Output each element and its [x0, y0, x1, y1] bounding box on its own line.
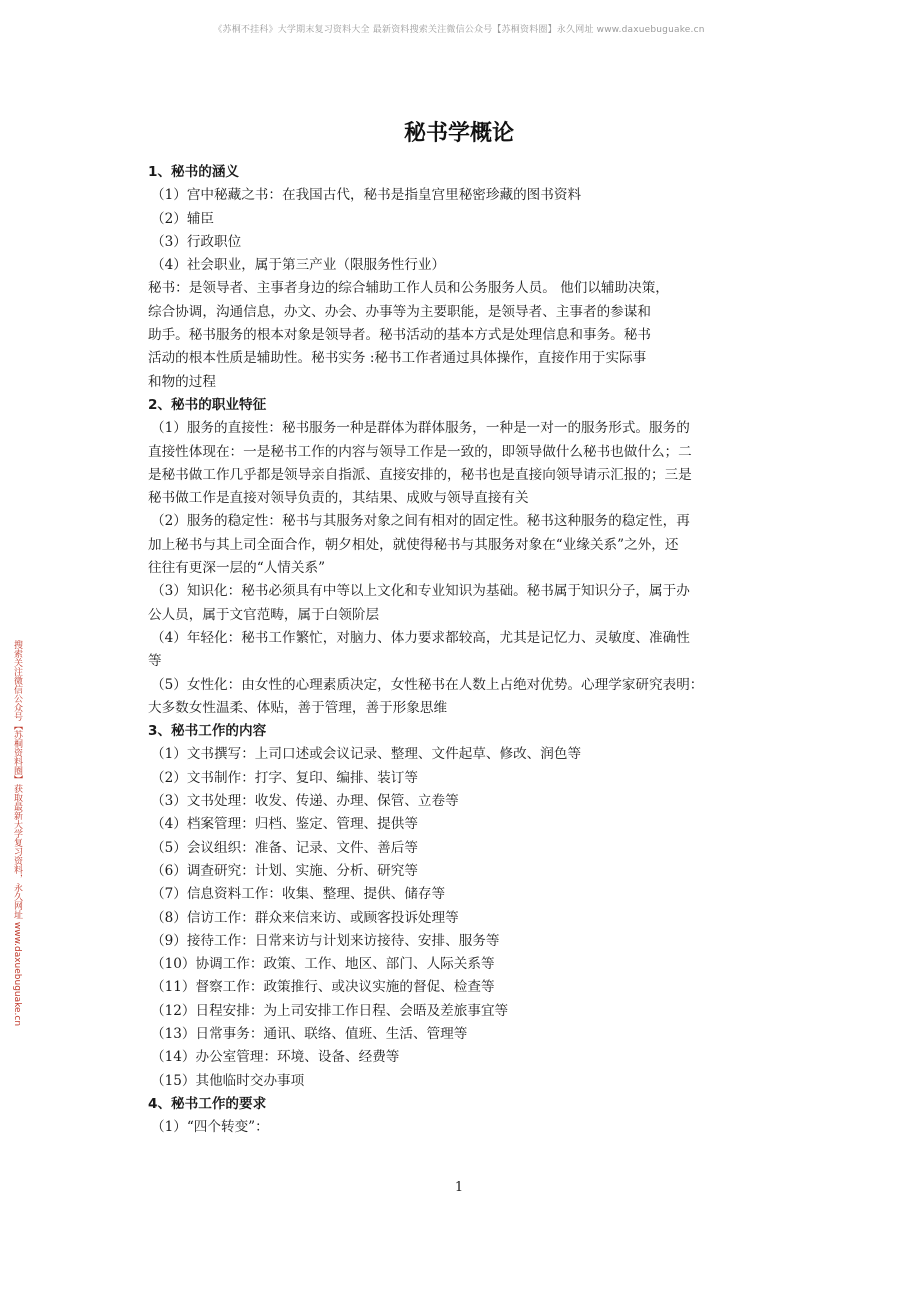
list-item: （4）社会职业，属于第三产业（限服务性行业）: [151, 257, 446, 274]
paragraph-line: 直接性体现在：一是秘书工作的内容与领导工作是一致的，即领导做什么秘书也做什么；二: [148, 443, 692, 460]
paragraph-line: 往往有更深一层的“人情关系”: [148, 560, 326, 577]
list-item: （14）办公室管理：环境、设备、经费等: [151, 1049, 400, 1066]
header-watermark: 《苏桐不挂科》大学期末复习资料大全 最新资料搜索关注微信公众号【苏桐资料圈】永久网址 www.daxuebuguake.cn: [213, 25, 705, 35]
list-item: （4）档案管理：归档、鉴定、管理、提供等: [151, 816, 418, 833]
list-item: （4）年轻化：秘书工作繁忙，对脑力、体力要求都较高，尤其是记忆力、灵敏度、准确性: [151, 629, 690, 646]
paragraph-line: 是秘书做工作几乎都是领导亲自指派、直接安排的，秘书也是直接向领导请示汇报的；三是: [148, 466, 692, 483]
list-item: （5）会议组织：准备、记录、文件、善后等: [151, 839, 418, 856]
section-heading: 1、秘书的涵义: [148, 164, 240, 180]
list-item: （13）日常事务：通讯、联络、值班、生活、管理等: [151, 1025, 468, 1042]
list-item: （10）协调工作：政策、工作、地区、部门、人际关系等: [151, 956, 495, 973]
document-body: [148, 161, 784, 1139]
list-item: （1）“四个转变”：: [151, 1119, 269, 1136]
list-item: （11）督察工作：政策推行、或决议实施的督促、检查等: [151, 979, 495, 996]
list-item: （2）服务的稳定性：秘书与其服务对象之间有相对的固定性。秘书这种服务的稳定性，再: [151, 513, 690, 530]
paragraph-line: 助手。秘书服务的根本对象是领导者。秘书活动的基本方式是处理信息和事务。秘书: [148, 327, 651, 344]
paragraph-line: 和物的过程: [148, 373, 216, 390]
list-item: （15）其他临时交办事项: [151, 1072, 305, 1089]
list-item: （3）文书处理：收发、传递、办理、保管、立卷等: [151, 793, 459, 810]
list-item: （1）服务的直接性：秘书服务一种是群体为群体服务，一种是一对一的服务形式。服务的: [151, 420, 690, 437]
paragraph-line: 秘书：是领导者、主事者身边的综合辅助工作人员和公务服务人员。 他们以辅助决策，: [148, 280, 669, 297]
paragraph-line: 综合协调，沟通信息，办文、办会、办事等为主要职能，是领导者、主事者的参谋和: [148, 303, 651, 320]
list-item: （1）文书撰写：上司口述或会议记录、整理、文件起草、修改、润色等: [151, 746, 582, 763]
list-item: （6）调查研究：计划、实施、分析、研究等: [151, 862, 418, 879]
list-item: （3）知识化：秘书必须具有中等以上文化和专业知识为基础。秘书属于知识分子，属于办: [151, 583, 690, 600]
list-item: （3）行政职位: [151, 233, 242, 250]
paragraph-line: 加上秘书与其上司全面合作，朝夕相处，就使得秘书与其服务对象在“业缘关系”之外，还: [148, 536, 679, 553]
list-item: （7）信息资料工作：收集、整理、提供、储存等: [151, 886, 446, 903]
paragraph-line: 大多数女性温柔、体贴，善于管理，善于形象思维: [148, 699, 448, 716]
list-item: （1）宫中秘藏之书：在我国古代，秘书是指皇宫里秘密珍藏的图书资料: [151, 187, 582, 204]
page-number: 1: [454, 1180, 464, 1195]
section-heading: 4、秘书工作的要求: [148, 1095, 267, 1112]
paragraph-line: 活动的根本性质是辅助性。秘书实务 :秘书工作者通过具体操作，直接作用于实际事: [148, 350, 647, 367]
document-title: 秘书学概论: [403, 121, 514, 146]
list-item: （12）日程安排：为上司安排工作日程、会晤及差旅事宜等: [151, 1002, 509, 1019]
paragraph-line: 公人员，属于文官范畴，属于白领阶层: [148, 606, 380, 623]
section-heading: 3、秘书工作的内容: [148, 723, 267, 740]
list-item: （5）女性化：由女性的心理素质决定，女性秘书在人数上占绝对优势。心理学家研究表明：: [151, 676, 704, 693]
list-item: （2）文书制作：打字、复印、编排、装订等: [151, 769, 418, 786]
section-heading: 2、秘书的职业特征: [148, 396, 267, 413]
side-watermark: 搜索关注微信公众号【苏桐资料圈】获取最新大学复习资料，永久网址 www.daxuebuguake.cn: [12, 640, 22, 1027]
list-item: （8）信访工作：群众来信来访、或顾客投诉处理等: [151, 909, 459, 926]
list-item: （2）辅臣: [151, 210, 215, 227]
paragraph-line: 秘书做工作是直接对领导负责的，其结果、成败与领导直接有关: [148, 490, 529, 507]
paragraph-line: 等: [148, 653, 162, 670]
list-item: （9）接待工作：日常来访与计划来访接待、安排、服务等: [151, 932, 500, 949]
